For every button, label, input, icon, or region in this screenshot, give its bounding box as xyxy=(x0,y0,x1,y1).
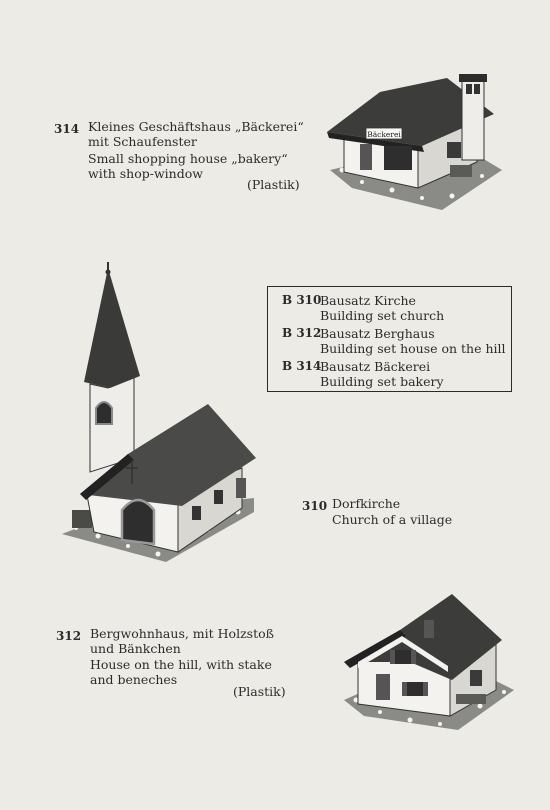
kit-b312-german: Bausatz Berghaus xyxy=(320,326,435,341)
item-312-english-line-2: and beneches xyxy=(90,672,178,687)
kit-b314-code: B 314 xyxy=(282,359,322,373)
kit-b312-english: Building set house on the hill xyxy=(320,341,506,356)
item-314-english-line-2: with shop-window xyxy=(88,166,203,181)
bakery-chimney xyxy=(462,78,484,160)
item-312-material: (Plastik) xyxy=(233,684,286,699)
item-310-german: Dorfkirche xyxy=(332,496,401,511)
bakery-shop-window xyxy=(384,146,412,170)
mountain-house-upper-window xyxy=(394,650,412,664)
church-door xyxy=(122,500,154,544)
church-fence xyxy=(72,510,92,528)
item-314-number: 314 xyxy=(54,122,80,136)
mountain-house-door xyxy=(376,674,390,700)
church-model-photo xyxy=(58,262,262,564)
item-314-german-line-1: Kleines Geschäftshaus „Bäckerei“ xyxy=(88,119,304,134)
church-tower-window xyxy=(96,402,112,424)
mountain-house-chimney xyxy=(424,620,434,638)
mountain-house-lower-window xyxy=(406,682,424,696)
kit-b312-code: B 312 xyxy=(282,326,322,340)
item-314-material: (Plastik) xyxy=(247,177,300,192)
item-310-english: Church of a village xyxy=(332,512,453,527)
kit-b310-english: Building set church xyxy=(320,308,445,323)
kit-b314-english: Building set bakery xyxy=(320,374,444,389)
kit-b310-code: B 310 xyxy=(282,293,322,307)
item-312-german-line-1: Bergwohnhaus, mit Holzstoß xyxy=(90,626,274,641)
item-314-english-line-1: Small shopping house „bakery“ xyxy=(88,151,288,166)
item-312-number: 312 xyxy=(56,629,82,643)
item-312-english-line-1: House on the hill, with stake xyxy=(90,657,272,672)
church-steeple xyxy=(84,268,140,388)
bakery-sign-text: Bäckerei xyxy=(367,130,401,139)
item-314-german-line-2: mit Schaufenster xyxy=(88,134,197,149)
bakery-model-photo xyxy=(322,70,512,212)
building-set-box xyxy=(267,286,512,392)
kit-b310-german: Bausatz Kirche xyxy=(320,293,416,308)
mountain-house-model-photo xyxy=(340,590,518,734)
mountain-house-woodpile xyxy=(456,694,486,704)
item-310-number: 310 xyxy=(302,499,328,513)
kit-b314-german: Bausatz Bäckerei xyxy=(320,359,431,374)
bakery-door xyxy=(360,144,372,170)
item-312-german-line-2: und Bänkchen xyxy=(90,641,181,656)
